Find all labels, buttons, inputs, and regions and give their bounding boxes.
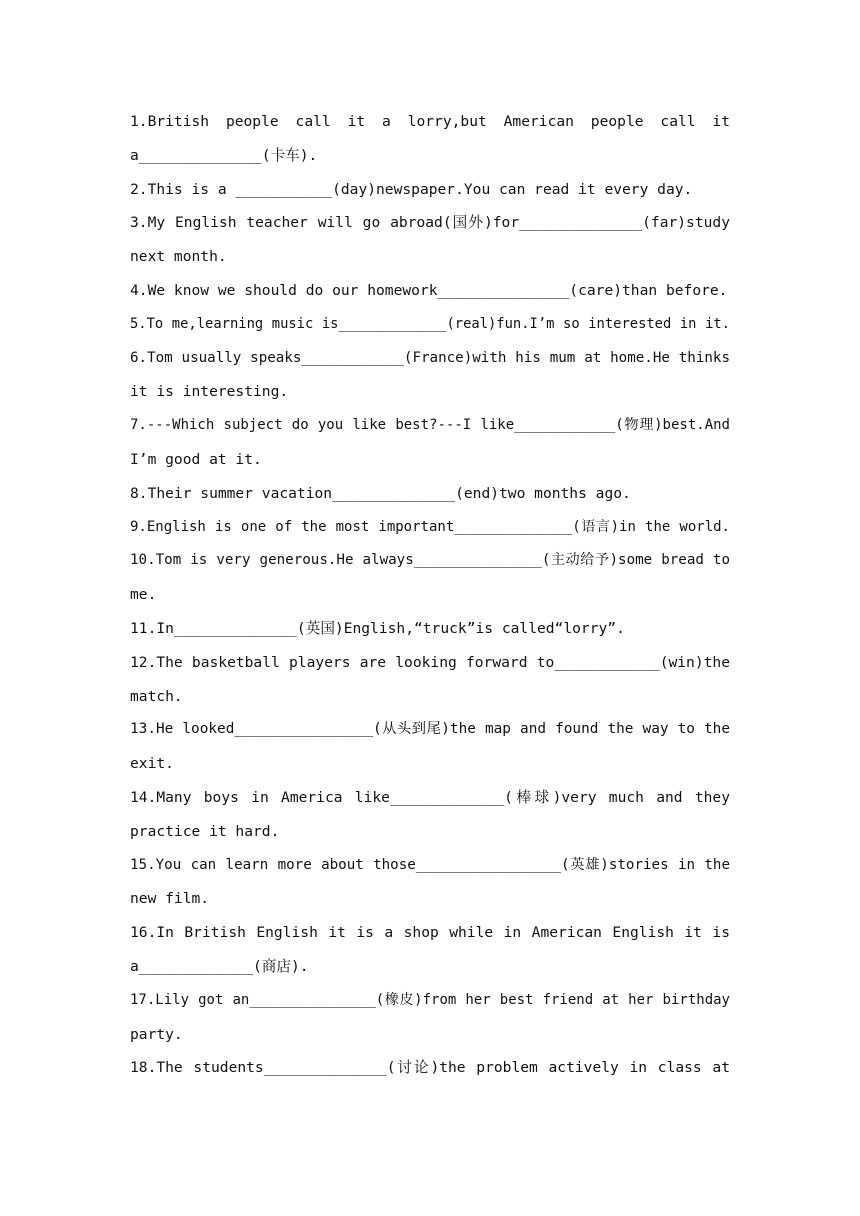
exercise-line: exit. bbox=[130, 755, 174, 773]
exercise-line: 11.In______________(英国)English,“truck”is called“lorry”. bbox=[130, 619, 625, 637]
exercise-line: 10.Tom is very generous.He always_______________(主动给予)some bread to bbox=[130, 552, 730, 569]
exercise-line: 9.English is one of the most important______________(语言)in the world. bbox=[130, 518, 730, 535]
exercise-line: 12.The basketball players are looking forward to____________(win)the bbox=[130, 653, 730, 671]
exercise-line: I’m good at it. bbox=[130, 450, 262, 468]
exercise-line: 8.Their summer vacation______________(end)two months ago. bbox=[130, 484, 631, 502]
exercise-line: practice it hard. bbox=[130, 822, 280, 840]
exercise-line: 4.We know we should do our homework_______________(care)than before. bbox=[130, 281, 728, 299]
exercise-line: 7.---Which subject do you like best?---I like____________(物理)best.And bbox=[130, 417, 730, 434]
exercise-line: 5.To me,learning music is_____________(real)fun.I’m so interested in it. bbox=[130, 315, 730, 332]
exercise-line: next month. bbox=[130, 248, 227, 266]
exercise-line: 14.Many boys in America like_____________(棒球)very much and they bbox=[130, 788, 730, 806]
exercise-line: me. bbox=[130, 586, 157, 604]
exercise-line: 18.The students______________(讨论)the problem actively in class at bbox=[130, 1059, 730, 1077]
exercise-line: a_____________(商店). bbox=[130, 957, 309, 975]
exercise-line: party. bbox=[130, 1025, 183, 1043]
exercise-line: 1.British people call it a lorry,but American people call it bbox=[130, 113, 730, 130]
exercise-page bbox=[130, 105, 730, 1085]
exercise-line: 6.Tom usually speaks____________(France)with his mum at home.He thinks bbox=[130, 349, 730, 366]
exercise-line: it is interesting. bbox=[130, 383, 289, 401]
exercise-line: 3.My English teacher will go abroad(国外)for______________(far)study bbox=[130, 214, 730, 232]
exercise-line: 16.In British English it is a shop while in American English it is bbox=[130, 924, 730, 942]
exercise-line: new film. bbox=[130, 890, 210, 908]
exercise-line: 17.Lily got an_______________(橡皮)from her best friend at her birthday bbox=[130, 991, 730, 1008]
exercise-line: match. bbox=[130, 687, 183, 705]
exercise-line: 13.He looked________________(从头到尾)the map and found the way to the bbox=[130, 721, 730, 738]
exercise-line: a______________(卡车). bbox=[130, 146, 318, 164]
exercise-line: 15.You can learn more about those_________________(英雄)stories in the bbox=[130, 856, 730, 873]
exercise-line: 2.This is a ___________(day)newspaper.You can read it every day. bbox=[130, 180, 693, 198]
